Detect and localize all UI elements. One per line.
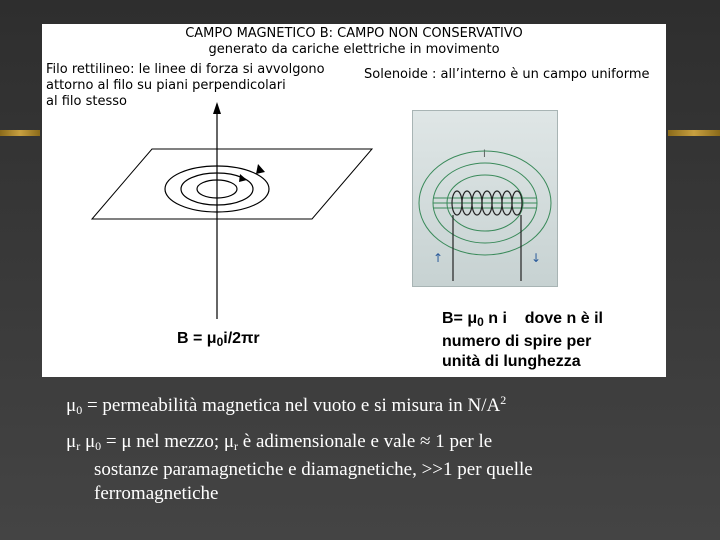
current-label: i xyxy=(483,149,486,160)
decorative-stripe-left xyxy=(0,130,40,136)
wire-caption: Filo rettilineo: le linee di forza si avvolgono attorno al filo su piani perpendicolari al filo stesso xyxy=(46,62,325,109)
perpendicular-plane xyxy=(92,149,372,219)
current-down-arrow-icon: ↓ xyxy=(531,251,542,265)
current-up-arrow-icon: ↑ xyxy=(433,251,444,265)
magnetic-field-figure xyxy=(42,24,666,377)
permeability-definition: $\mu_0$ = permeabilità magnetica nel vuoto e si misura in $N/A^2$ xyxy=(66,393,507,417)
figure-subtitle: generato da cariche elettriche in movimento xyxy=(208,42,500,57)
field-direction-arrow-icon xyxy=(256,164,265,174)
field-direction-arrow-icon xyxy=(239,174,247,182)
solenoid-diagram xyxy=(412,110,558,287)
figure-title: CAMPO MAGNETICO B: CAMPO NON CONSERVATIVO xyxy=(185,26,523,41)
current-arrow-icon xyxy=(213,102,221,114)
decorative-stripe-right xyxy=(668,130,720,136)
wire-field-formula: $B = \mu_0i/2\pi r$ xyxy=(177,330,260,349)
solenoid-field-formula: $B= \mu_0$ n i dove n è il numero di spire per unità di lunghezza xyxy=(442,310,603,370)
solenoid-caption: Solenoide : all’interno è un campo uniforme xyxy=(364,67,650,82)
relative-permeability-definition: $\mu_r$ $\mu_0 = \mu$ nel mezzo; $\mu_r$ è adimensionale e vale ≈ 1 per le sostanze paramagnetiche e diamagnetiche, >>1 per quelle ferromagnetiche xyxy=(66,431,533,504)
